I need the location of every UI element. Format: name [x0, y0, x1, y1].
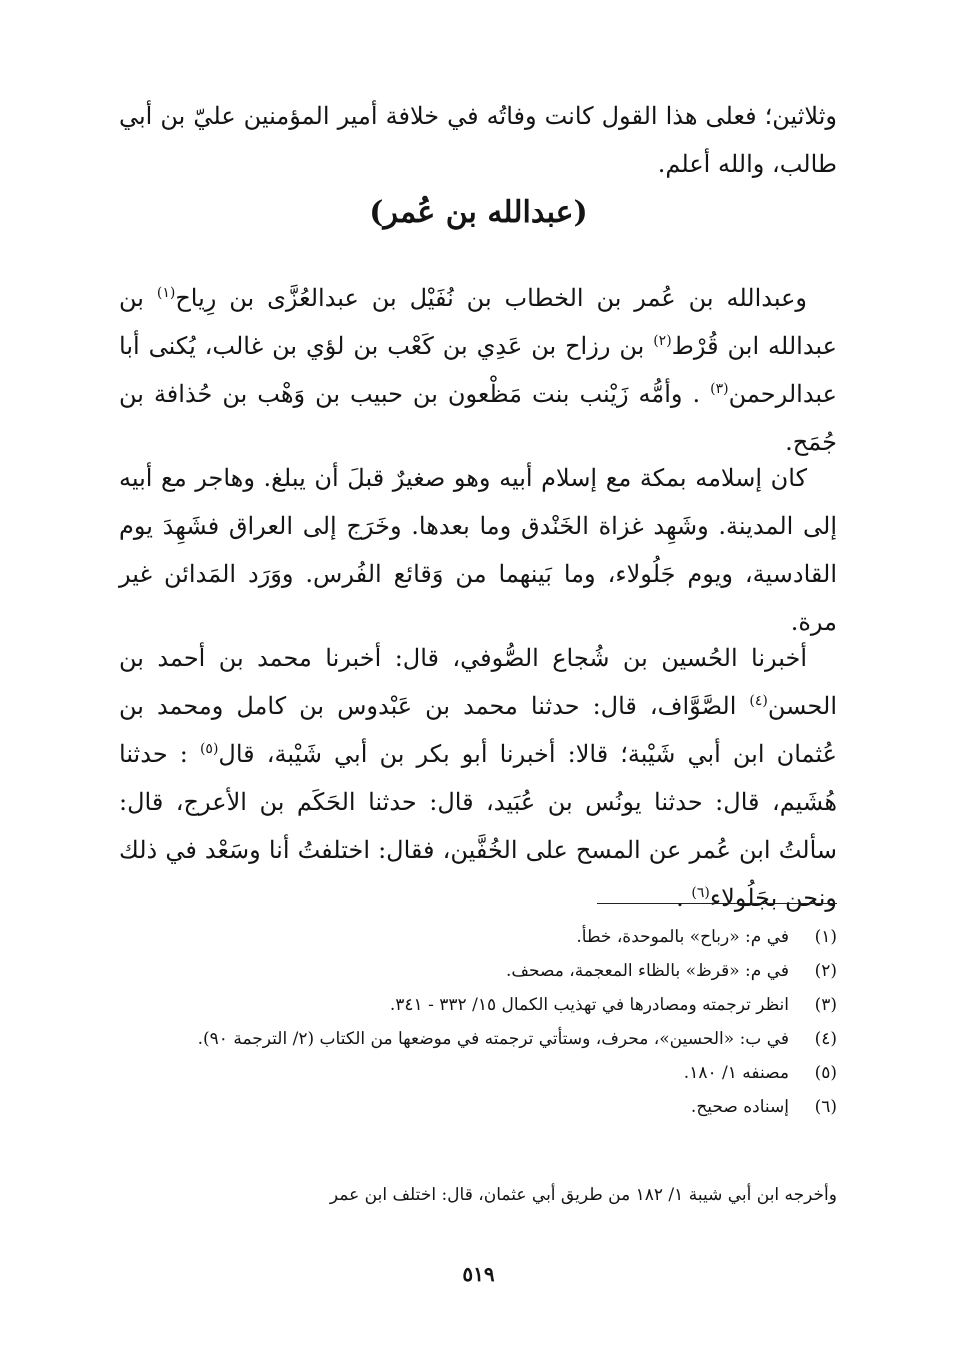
footnote-text: في م: «رباح» بالموحدة، خطأ.: [576, 927, 789, 947]
footnote-ref-2: (٢): [653, 333, 672, 349]
footnote-number: (٤): [814, 1029, 837, 1049]
footnote-ref-1: (١): [156, 285, 176, 301]
lineage-text-b: بن عبدالله ابن قُرْط: [119, 284, 837, 360]
footnote-text: إسناده صحيح.: [690, 1097, 789, 1117]
footnote-item: [119, 1024, 837, 1054]
footnote-item: [119, 990, 837, 1020]
footnote-number: (٢): [814, 961, 837, 981]
footnote-number: (٣): [814, 995, 837, 1015]
section-heading: (عبدالله بن عُمر): [369, 195, 588, 230]
footnote-item: [119, 956, 837, 986]
paragraph-biography: [119, 454, 837, 646]
footnote-item: [119, 1058, 837, 1088]
paragraph-continuation: وثلاثين؛ فعلى هذا القول كانت وفاتُه في خلافة أمير المؤمنين عليّ بن أبي طالب، والله أعلم.: [119, 102, 837, 178]
footnote-ref-5: (٥): [199, 741, 219, 757]
biography-text: كان إسلامه بمكة مع إسلام أبيه وهو صغيرٌ قبلَ أن يبلغ. وهاجر مع أبيه إلى المدينة. وشَهِد غزاة الخَنْدق وما بعدها. وخَرَج إلى العراق فشَهِدَ يوم القادسية، ويوم جَلُولاء، وما بَينهما من وَقائع الفُرس. ووَرَد المَدائن غير مرة.: [119, 464, 837, 636]
hadith-text-a: أخبرنا الحُسين بن شُجاع الصُّوفي، قال: أخبرنا محمد بن أحمد بن الحسن: [119, 644, 838, 720]
footnote-ref-4: (٤): [749, 693, 768, 709]
footnote-item: [119, 1092, 837, 1122]
lineage-text-c: بن رزاح بن عَدِي بن كَعْب بن لؤي بن غالب، يُكنى أبا عبدالرحمن: [119, 332, 837, 408]
lineage-text-a: وعبدالله بن عُمر بن الخطاب بن نُفَيْل بن عبدالعُزَّى بن رِياح: [175, 284, 807, 312]
footnote-text: في ب: «الحسين»، محرف، وستأتي ترجمته في موضعها من الكتاب (٢/ الترجمة ٩٠).: [197, 1029, 789, 1049]
paragraph-lineage: [119, 274, 837, 466]
footnote-number: (٦): [814, 1097, 837, 1117]
lineage-text-d: . وأمُّه زَيْنب بنت مَظْعون بن حبيب بن وَهْب بن حُذافة بن جُمَح.: [119, 380, 837, 456]
footnote-number: (٥): [814, 1063, 837, 1083]
footnote-text: مصنفه ١/ ١٨٠.: [683, 1063, 789, 1083]
hadith-text-c: : حدثنا هُشَيم، قال: حدثنا يونُس بن عُبَيد، قال: حدثنا الحَكَم بن الأعرج، قال: سألتُ ابن عُمر عن المسح على الخُفَّين، فقال: اختلفتُ أنا وسَعْد في ذلك ونحن بجَلُولاء: [119, 740, 837, 912]
footnote-item: [119, 922, 837, 952]
footnote-ref-6: (٦): [691, 885, 710, 901]
hadith-text-d: .: [676, 884, 684, 912]
paragraph-hadith: [119, 634, 837, 922]
hadith-text-b: الصَّوَّاف، قال: حدثنا محمد بن عَبْدوس بن كامل ومحمد بن عُثمان ابن أبي شَيْبة؛ قالا: أخبرنا أبو بكر بن أبي شَيْبة، قال: [119, 692, 837, 768]
footnote-number: (١): [814, 927, 837, 947]
page-number: ٥١٩: [462, 1262, 495, 1286]
footnote-text: في م: «قرظ» بالظاء المعجمة، مصحف.: [506, 961, 789, 981]
footnote-continuation: وأخرجه ابن أبي شيبة ١/ ١٨٢ من طريق أبي عثمان، قال: اختلف ابن عمر: [329, 1185, 837, 1205]
footnote-text: انظر ترجمته ومصادرها في تهذيب الكمال ١٥/ ٣٣٢ - ٣٤١.: [389, 995, 789, 1015]
footnote-separator: [597, 903, 837, 904]
footnote-ref-3: (٣): [710, 381, 729, 397]
footnotes-list: [119, 922, 837, 1126]
